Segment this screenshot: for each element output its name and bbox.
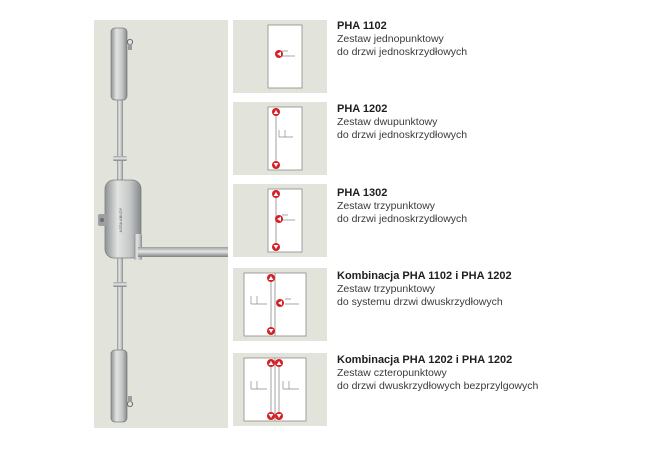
item-description-line: Zestaw trzypunktowy [337,283,436,295]
item-description-line: do drzwi dwuskrzydłowych bezprzylgowych [337,380,539,392]
item-description-line: do drzwi jednoskrzydłowych [337,129,468,141]
item-label-pha-1102 [337,19,637,59]
double-door-three-point-icon [233,268,327,341]
single-door-two-point-icon [233,102,327,175]
item-title: PHA 1102 [337,20,387,32]
panic-bar-image [94,20,228,428]
door-thumbnail-pha-1302 [233,184,327,257]
single-door-three-point-icon [233,184,327,257]
door-thumbnail-pha-1202 [233,102,327,175]
item-title: Kombinacja PHA 1202 i PHA 1202 [337,354,513,366]
item-title: PHA 1202 [337,103,388,115]
panic-bar-icon [94,20,228,428]
item-title: PHA 1302 [337,187,388,199]
item-label-combo-1102-1202 [337,269,637,309]
item-description-line: Zestaw dwupunktowy [337,116,438,128]
double-door-four-point-icon [233,353,327,426]
item-description-line: do drzwi jednoskrzydłowych [337,213,468,225]
item-description-line: do drzwi jednoskrzydłowych [337,46,468,58]
item-description-line: Zestaw jednopunktowy [337,33,444,45]
single-door-one-point-icon [233,20,327,93]
item-title: Kombinacja PHA 1102 i PHA 1202 [337,270,512,282]
item-label-combo-1202-1202 [337,353,637,393]
device-badge: ASSA ABLOY [118,207,123,233]
door-thumbnail-combo-1202-1202 [233,353,327,426]
item-description-line: do systemu drzwi dwuskrzydłowych [337,296,503,308]
door-thumbnail-pha-1102 [233,20,327,93]
item-label-pha-1202 [337,102,637,142]
item-description-line: Zestaw czteropunktowy [337,367,447,379]
door-thumbnail-combo-1102-1202 [233,268,327,341]
item-description-line: Zestaw trzypunktowy [337,200,436,212]
item-label-pha-1302 [337,186,637,226]
